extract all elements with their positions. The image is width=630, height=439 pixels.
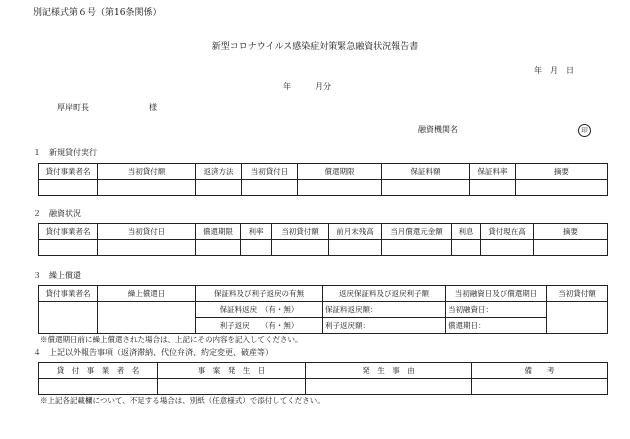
input-cell[interactable]: [39, 302, 98, 334]
input-cell[interactable]: [98, 180, 196, 196]
guarantee-refund-amount-cell[interactable]: 保証料返戻額：: [323, 302, 446, 318]
header-cell: 当初融資日及び償還期日: [446, 286, 547, 302]
section-3-note: ※償還期日前に繰上償還された場合は、上記にその内容を記入してください。: [40, 335, 303, 344]
header-cell: 当初貸付額: [272, 224, 329, 240]
seal-icon: 印: [578, 124, 591, 137]
header-cell: 当初貸付日: [242, 164, 298, 180]
loan-status-table: [38, 223, 608, 256]
input-cell[interactable]: [516, 180, 608, 196]
header-cell: 摘要: [516, 164, 608, 180]
report-date: 年 月 日: [534, 66, 574, 75]
header-cell: 備 考: [472, 363, 608, 379]
footer-note: ※上記各記載欄について、不足する場合は、別紙（任意様式）で添付してください。: [40, 396, 325, 405]
table-row: [39, 240, 608, 256]
table-row: [39, 379, 608, 395]
input-cell[interactable]: [547, 302, 608, 334]
input-cell[interactable]: [98, 302, 196, 334]
input-cell[interactable]: [534, 240, 608, 256]
table-row: [39, 180, 608, 196]
input-cell[interactable]: [39, 180, 98, 196]
report-period: 年 月分: [283, 82, 331, 91]
input-cell[interactable]: [39, 240, 98, 256]
header-cell: 当初貸付額: [98, 164, 196, 180]
section-1-title: １ 新規貸付実行: [33, 148, 97, 157]
input-cell[interactable]: [452, 240, 481, 256]
header-cell: 貸付現在高: [481, 224, 534, 240]
input-cell[interactable]: [470, 180, 516, 196]
table-row: [39, 302, 608, 318]
header-cell: 前月末残高: [329, 224, 382, 240]
honorific: 様: [149, 103, 157, 112]
header-cell: 貸 付 事 業 者 名: [39, 363, 158, 379]
header-cell: 事 案 発 生 日: [158, 363, 306, 379]
header-cell: 保証料率: [470, 164, 516, 180]
header-cell: 保証料額: [382, 164, 470, 180]
section-4-title: ４ 上記以外報告事項（返済滞納、代位弁済、約定変更、破産等）: [33, 348, 273, 357]
header-cell: 貸付事業者名: [39, 224, 98, 240]
section-3-title: ３ 繰上償還: [33, 271, 81, 280]
table-header-row: [39, 164, 608, 180]
input-cell[interactable]: [98, 240, 196, 256]
input-cell[interactable]: [242, 180, 298, 196]
header-cell: 発 生 事 由: [306, 363, 472, 379]
header-cell: 償還期限: [298, 164, 382, 180]
other-matters-table: [38, 362, 608, 395]
institution-label: 融資機関名: [418, 125, 458, 134]
header-cell: 利息: [452, 224, 481, 240]
early-repayment-table: [38, 285, 608, 334]
header-cell: 繰上償還日: [98, 286, 196, 302]
section-2-title: ２ 融資状況: [33, 209, 81, 218]
input-cell[interactable]: [382, 240, 452, 256]
interest-refund-cell[interactable]: 利子返戻 （有・無）: [196, 318, 323, 334]
header-cell: 当月償還元金額: [382, 224, 452, 240]
table-header-row: [39, 224, 608, 240]
header-cell: 償還期限: [196, 224, 241, 240]
guarantee-refund-cell[interactable]: 保証料返戻 （有・無）: [196, 302, 323, 318]
table-header-row: [39, 363, 608, 379]
redemption-date-cell[interactable]: 償還期日：: [446, 318, 547, 334]
new-loans-table: [38, 163, 608, 196]
header-cell: 貸付事業者名: [39, 286, 98, 302]
input-cell[interactable]: [472, 379, 608, 395]
input-cell[interactable]: [196, 180, 242, 196]
header-cell: 当初貸付日: [98, 224, 196, 240]
header-cell: 利率: [241, 224, 272, 240]
header-cell: 当初貸付額: [547, 286, 608, 302]
form-number: 別記様式第６号（第16条関係）: [33, 8, 162, 18]
interest-refund-amount-cell[interactable]: 利子返戻額：: [323, 318, 446, 334]
input-cell[interactable]: [306, 379, 472, 395]
input-cell[interactable]: [382, 180, 470, 196]
input-cell[interactable]: [241, 240, 272, 256]
initial-loan-date-cell[interactable]: 当初融資日：: [446, 302, 547, 318]
table-header-row: [39, 286, 608, 302]
input-cell[interactable]: [39, 379, 158, 395]
header-cell: 貸付事業者名: [39, 164, 98, 180]
input-cell[interactable]: [272, 240, 329, 256]
input-cell[interactable]: [158, 379, 306, 395]
header-cell: 摘要: [534, 224, 608, 240]
addressee: 厚岸町長: [57, 103, 89, 112]
input-cell[interactable]: [196, 240, 241, 256]
header-cell: 返済方法: [196, 164, 242, 180]
header-cell: 保証料及び利子返戻の有無: [196, 286, 323, 302]
input-cell[interactable]: [481, 240, 534, 256]
input-cell[interactable]: [298, 180, 382, 196]
header-cell: 返戻保証料及び返戻利子額: [323, 286, 446, 302]
input-cell[interactable]: [329, 240, 382, 256]
document-title: 新型コロナウイルス感染症対策緊急融資状況報告書: [211, 42, 419, 52]
